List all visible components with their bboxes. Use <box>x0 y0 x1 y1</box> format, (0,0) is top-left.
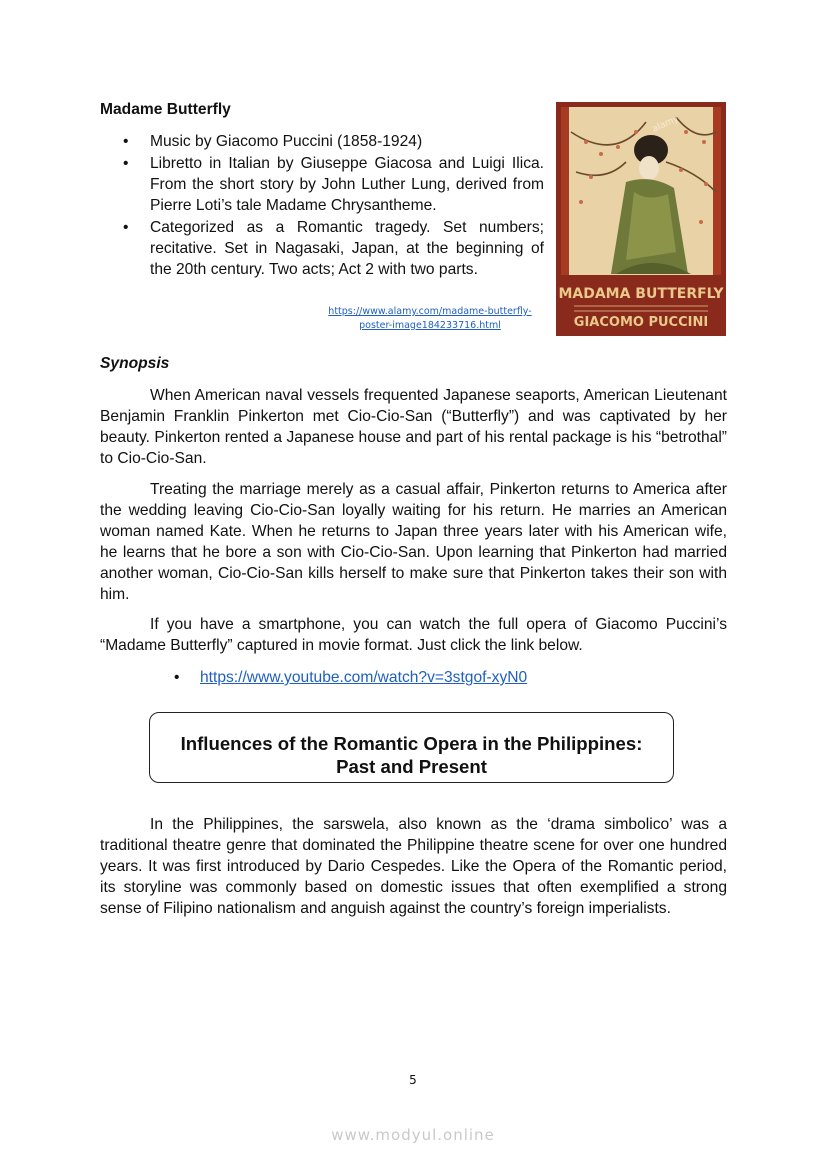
synopsis-title: Synopsis <box>100 355 170 372</box>
list-item: • Libretto in Italian by Giuseppe Giacosa and Luigi Ilica. From the short story by John Luther Lung, derived from Pierre Loti’s tale Madame Chrysantheme. <box>100 153 544 216</box>
influences-heading-box <box>149 712 674 783</box>
influences-paragraph: In the Philippines, the sarswela, also known as the ‘drama simbolico’ was a traditional theatre genre that dominated the Philippine theatre scene for over one hundred years. It was first introduced by Dario Cespedes. Like the Opera of the Romantic period, its storyline was commonly based on domestic issues that often exemplified a strong sense of Filipino nationalism and anguish against the country’s foreign imperialists. <box>100 816 727 917</box>
bullet-icon: • <box>174 669 180 686</box>
influences-title-line1: Influences of the Romantic Opera in the Philippines: <box>180 733 643 754</box>
madama-butterfly-poster <box>556 102 726 336</box>
page-number: 5 <box>409 1073 417 1087</box>
poster-watermark-text: alamy <box>651 113 681 135</box>
section-title: Madame Butterfly <box>100 101 231 118</box>
list-item: • Music by Giacomo Puccini (1858-1924) <box>100 131 544 152</box>
synopsis-paragraph: If you have a smartphone, you can watch the full opera of Giacomo Puccini’s “Madame Butterfly” captured in movie format. Just click the link below. <box>100 616 727 654</box>
list-item: • Categorized as a Romantic tragedy. Set numbers; recitative. Set in Nagasaki, Japan, at the beginning of the 20th century. Two acts; Act 2 with two parts. <box>100 217 544 280</box>
influences-title-line2: Past and Present <box>336 756 487 777</box>
opera-facts-list <box>100 131 544 281</box>
image-credit-link[interactable]: https://www.alamy.com/madame-butterfly-poster-image184233716.html <box>328 306 532 331</box>
synopsis-paragraph: When American naval vessels frequented Japanese seaports, American Lieutenant Benjamin Franklin Pinkerton met Cio-Cio-San (“Butterfly”) and was captivated by her beauty. Pinkerton rented a Japanese house and part of his rental package is his “betrothal” to Cio-Cio-San. <box>100 387 727 467</box>
synopsis-paragraph: Treating the marriage merely as a casual affair, Pinkerton returns to America after the wedding leaving Cio-Cio-San loyally waiting for his return. He marries an American woman named Kate. When he returns to Japan three years later with his American wife, he learns that he bore a son with Cio-Cio-San. Upon learning that Pinkerton had married another woman, Cio-Cio-San kills herself to make sure that Pinkerton takes their son with him. <box>100 481 727 603</box>
youtube-video-link[interactable]: https://www.youtube.com/watch?v=3stgof-xyN0 <box>200 669 528 686</box>
poster-title-text: MADAMA BUTTERFLY <box>558 286 724 302</box>
poster-composer-text: GIACOMO PUCCINI <box>573 315 709 330</box>
site-watermark: www.modyul.online <box>331 1126 495 1144</box>
